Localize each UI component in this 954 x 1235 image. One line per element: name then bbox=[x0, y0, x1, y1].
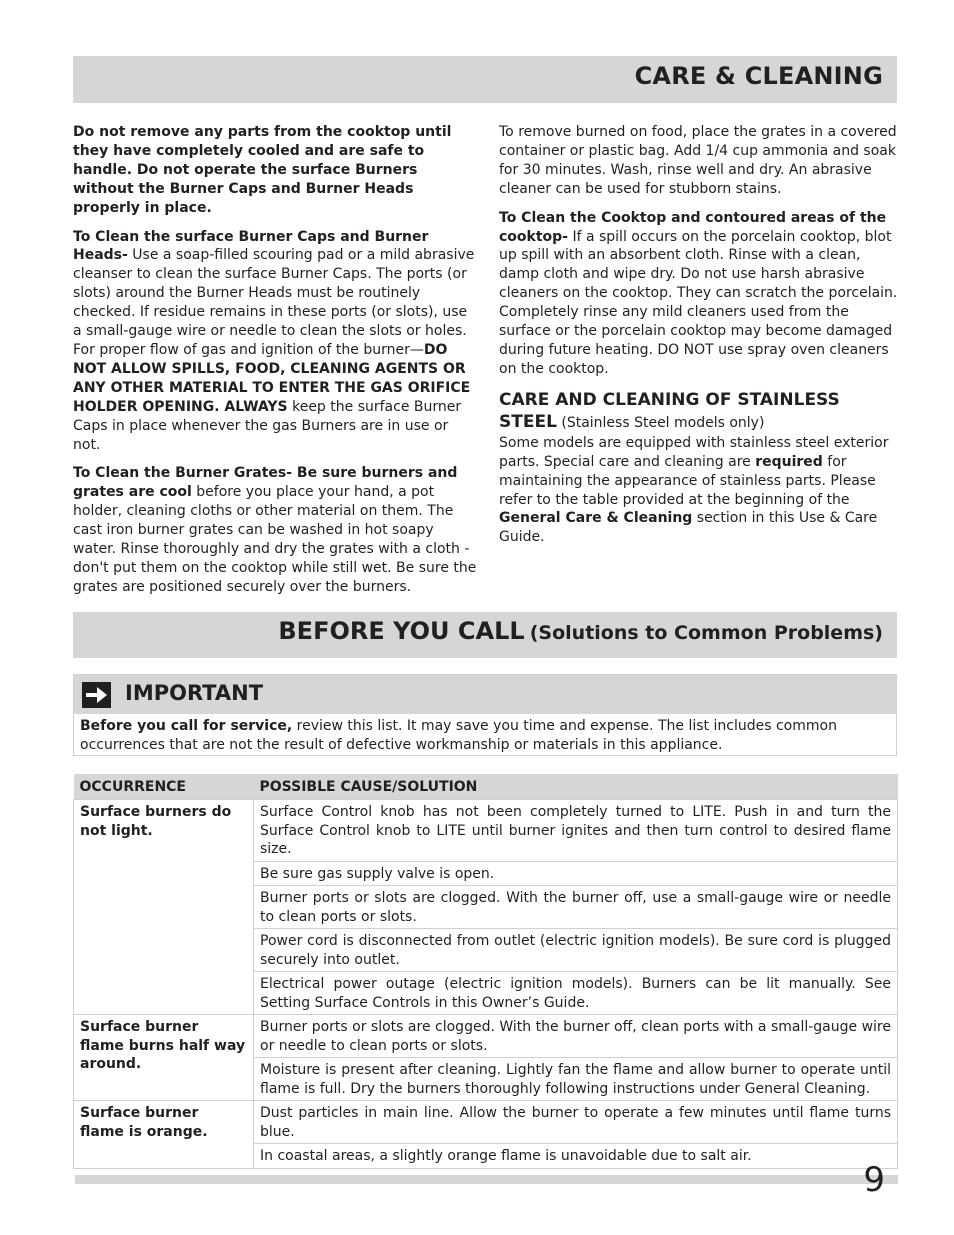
solution-cell: Power cord is disconnected from outlet (electric ignition models). Be sure cord is plugged securely into outlet. bbox=[254, 929, 898, 972]
burner-caps-paragraph bbox=[73, 228, 478, 455]
solution-cell: Be sure gas supply valve is open. bbox=[254, 861, 898, 886]
solution-cell: Surface Control knob has not been completely turned to LITE. Push in and turn the Surface Control knob to LITE until burner ignites and then turn control to desired flame size. bbox=[254, 800, 898, 862]
solution-cell: Dust particles in main line. Allow the burner to operate a few minutes until flame turns blue. bbox=[254, 1101, 898, 1144]
burner-grates-text: before you place your hand, a pot holder, cleaning cloths or other material on them. The cast iron burner grates can be washed in hot soapy water. Rinse thoroughly and dry the grates with a cloth - don't put them on the cooktop while still wet. Be sure the grates are positioned securely over the burners. bbox=[73, 484, 477, 595]
occurrence-cell: Surface burner flame is orange. bbox=[74, 1101, 254, 1169]
solution-header: POSSIBLE CAUSE/SOLUTION bbox=[254, 774, 898, 800]
care-cleaning-title: CARE & CLEANING bbox=[634, 62, 883, 90]
important-body: review this list. It may save you time and expense. The list includes common occurrences that are not the result of defective workmanship or materials in this appliance. bbox=[80, 718, 837, 753]
before-you-call-subtitle: (Solutions to Common Problems) bbox=[529, 622, 883, 644]
stainless-text: Some models are equipped with stainless steel exterior parts. Special care and cleaning are bbox=[499, 434, 889, 470]
occurrence-header: OCCURRENCE bbox=[74, 774, 254, 800]
arrow-right-icon bbox=[82, 682, 111, 708]
burner-caps-warning: DO NOT ALLOW SPILLS, FOOD, CLEANING AGENTS OR ANY OTHER MATERIAL TO ENTER THE GAS ORIFICE HOLDER OPENING. ALWAYS bbox=[73, 341, 471, 415]
stainless-note: (Stainless Steel models only) bbox=[556, 414, 765, 431]
stainless-section-ref: General Care & Cleaning bbox=[499, 510, 693, 527]
important-bar bbox=[74, 675, 896, 714]
stainless-heading-text: CARE AND CLEANING OF STAINLESS STEEL bbox=[499, 389, 840, 432]
solution-cell: Moisture is present after cleaning. Lightly fan the flame and allow burner to operate until flame is full. Dry the burners thoroughly following instructions under General Cleaning. bbox=[254, 1058, 898, 1101]
stainless-text-2: for maintaining the appearance of stainless parts. Please refer to the table provided at the beginning of the bbox=[499, 453, 876, 508]
burner-grates-paragraph bbox=[73, 464, 478, 596]
burned-food-paragraph: To remove burned on food, place the grates in a covered container or plastic bag. Add 1/4 cup ammonia and soak for 30 minutes. Wash, rinse well and dry. An abrasive cleaner can be used for stubborn stains. bbox=[499, 124, 897, 197]
solution-cell: Burner ports or slots are clogged. With the burner off, clean ports with a small-gauge wire or needle to clean ports or slots. bbox=[254, 1015, 898, 1058]
right-column bbox=[499, 123, 901, 557]
burner-caps-text-end: keep the surface Burner Caps in place whenever the gas Burners are in use or not. bbox=[73, 398, 462, 453]
solution-cell: Burner ports or slots are clogged. With the burner off, use a small-gauge wire or needle to clean ports or slots. bbox=[254, 886, 898, 929]
stainless-text-3: section in this Use & Care Guide. bbox=[499, 510, 878, 546]
care-cleaning-header-band bbox=[73, 56, 897, 103]
table-row bbox=[74, 1015, 898, 1058]
stainless-paragraph bbox=[499, 434, 901, 547]
burner-caps-text: Use a soap-filled scouring pad or a mild abrasive cleanser to clean the surface Burner Caps. The ports (or slots) around the Burner Heads must be routinely checked. If residue remains in these ports (or slots), use a small-gauge wire or needle to clean the slots or holes. For proper flow of gas and ignition of the burner— bbox=[73, 247, 475, 358]
important-label: IMPORTANT bbox=[125, 681, 264, 705]
important-text bbox=[74, 714, 896, 754]
before-you-call-header-band bbox=[73, 612, 897, 658]
left-column bbox=[73, 123, 478, 607]
table-row bbox=[74, 800, 898, 862]
solution-cell: In coastal areas, a slightly orange flame is unavoidable due to salt air. bbox=[254, 1144, 898, 1169]
table-header-row bbox=[74, 774, 898, 800]
cooktop-heading: To Clean the Cooktop and contoured areas of the cooktop- bbox=[499, 209, 887, 245]
stainless-required: required bbox=[755, 453, 823, 470]
solution-cell: Electrical power outage (electric ignition models). Burners can be lit manually. See Setting Surface Controls in this Owner’s Guide. bbox=[254, 972, 898, 1015]
cooktop-text: If a spill occurs on the porcelain cooktop, blot up spill with an absorbent cloth. Rinse with a clean, damp cloth and wipe dry. Do not use harsh abrasive cleaners on the cooktop. They can scratch the porcelain. Completely rinse any mild cleaners used from the surface or the porcelain cooktop may become damaged during future heating. DO NOT use spray oven cleaners on the cooktop. bbox=[499, 228, 898, 377]
table-row bbox=[74, 1101, 898, 1144]
important-box bbox=[73, 674, 897, 756]
warning-text: Do not remove any parts from the cooktop until they have completely cooled and are safe to handle. Do not operate the surface Burners without the Burner Caps and Burner Heads properly in place. bbox=[73, 124, 452, 216]
page-number: 9 bbox=[863, 1160, 885, 1200]
warning-paragraph bbox=[73, 123, 478, 218]
troubleshooting-table bbox=[73, 774, 898, 1169]
burner-grates-heading: To Clean the Burner Grates- Be sure burners and grates are cool bbox=[73, 465, 458, 501]
cooktop-paragraph bbox=[499, 209, 901, 379]
burner-caps-heading: To Clean the surface Burner Caps and Burner Heads- bbox=[73, 228, 429, 264]
before-you-call-title bbox=[278, 617, 883, 645]
footer-bar bbox=[75, 1175, 898, 1184]
occurrence-cell: Surface burners do not light. bbox=[74, 800, 254, 1015]
occurrence-cell: Surface burner flame burns half way around. bbox=[74, 1015, 254, 1101]
before-you-call-heading: BEFORE YOU CALL bbox=[278, 617, 525, 645]
stainless-heading bbox=[499, 389, 901, 434]
important-bold: Before you call for service, bbox=[80, 718, 293, 734]
